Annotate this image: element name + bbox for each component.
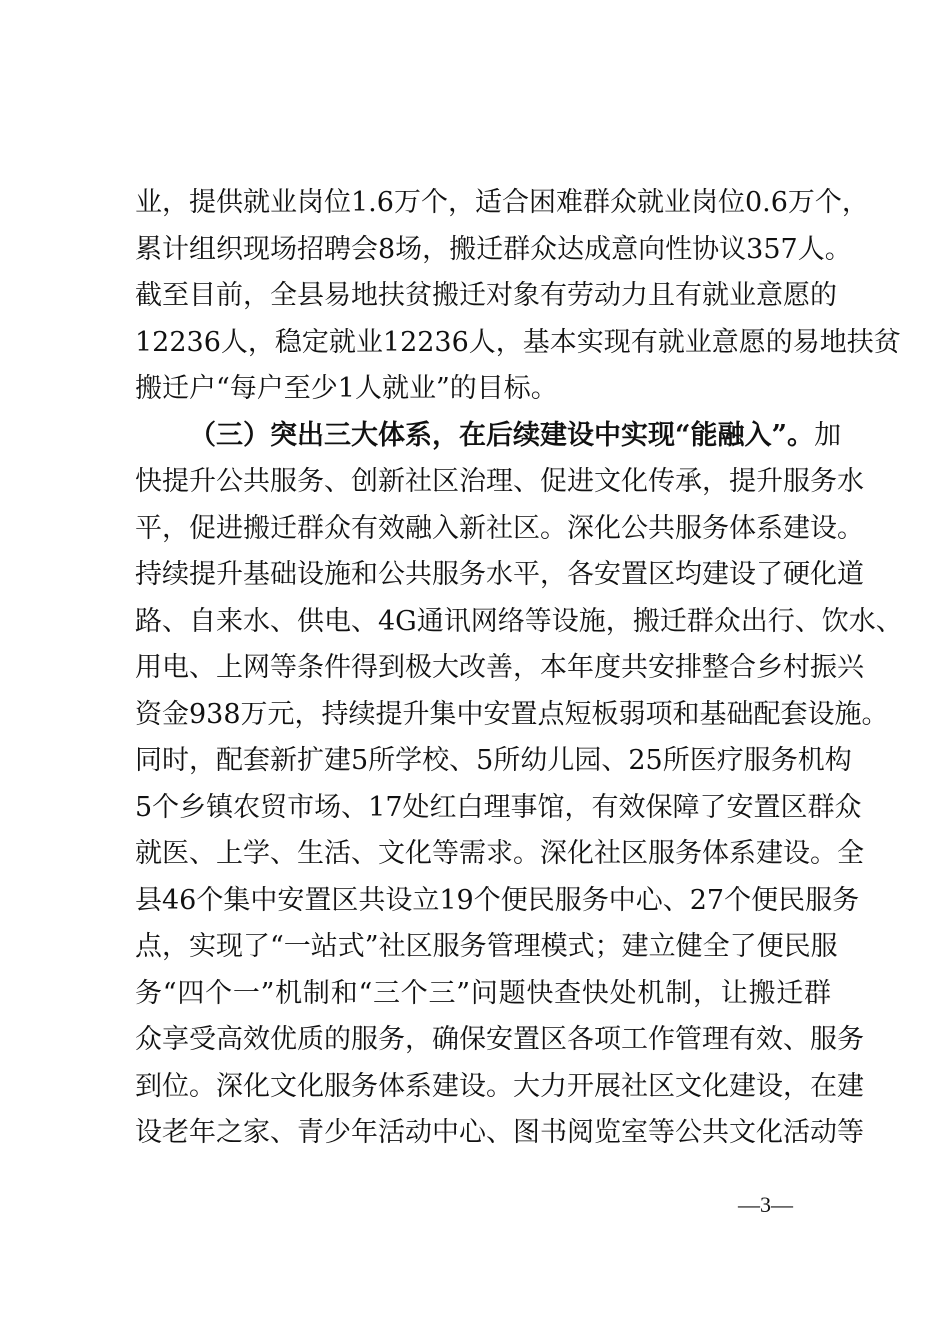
text-line: 设老年之家、青少年活动中心、图书阅览室等公共文化活动等	[135, 1117, 864, 1148]
text-line: 就医、上学、生活、文化等需求。深化社区服务体系建设。全	[135, 838, 864, 869]
text-line: 累计组织现场招聘会8场，搬迁群众达成意向性协议357人。	[135, 233, 852, 265]
text-line: 县46个集中安置区共设立19个便民服务中心、27个便民服务	[135, 884, 860, 916]
page-number: —3—	[738, 1192, 793, 1217]
text-line: 路、自来水、供电、4G通讯网络等设施，搬迁群众出行、饮水、	[135, 605, 903, 637]
text-line: 5个乡镇农贸市场、17处红白理事馆，有效保障了安置区群众	[135, 791, 862, 823]
text-line: 务“四个一”机制和“三个三”问题快查快处机制，让搬迁群	[135, 977, 831, 1009]
text-line: 到位。深化文化服务体系建设。大力开展社区文化建设，在建	[135, 1070, 864, 1102]
text-line: 12236人，稳定就业12236人，基本实现有就业意愿的易地扶贫	[135, 326, 901, 358]
text-line: 同时，配套新扩建5所学校、5所幼儿园、25所医疗服务机构	[135, 745, 852, 776]
text-line: 众享受高效优质的服务，确保安置区各项工作管理有效、服务	[135, 1024, 864, 1055]
text-line: 资金938万元，持续提升集中安置点短板弱项和基础配套设施。	[135, 698, 889, 730]
section-heading-line	[135, 413, 842, 460]
section-heading: （三）突出三大体系，在后续建设中实现“能融入”。	[189, 419, 815, 451]
text-line: 业，提供就业岗位1.6万个，适合困难群众就业岗位0.6万个，	[135, 187, 869, 218]
text-fragment: 加	[814, 419, 842, 451]
text-line: 截至目前，全县易地扶贫搬迁对象有劳动力且有就业意愿的	[135, 280, 837, 311]
document-body	[135, 180, 903, 1157]
text-line: 持续提升基础设施和公共服务水平，各安置区均建设了硬化道	[135, 559, 864, 590]
text-line: 搬迁户“每户至少1人就业”的目标。	[135, 373, 558, 404]
text-line: 快提升公共服务、创新社区治理、促进文化传承，提升服务水	[135, 466, 864, 497]
text-line: 平，促进搬迁群众有效融入新社区。深化公共服务体系建设。	[135, 512, 864, 544]
text-line: 点，实现了“一站式”社区服务管理模式；建立健全了便民服	[135, 931, 838, 962]
text-line: 用电、上网等条件得到极大改善，本年度共安排整合乡村振兴	[135, 652, 864, 683]
